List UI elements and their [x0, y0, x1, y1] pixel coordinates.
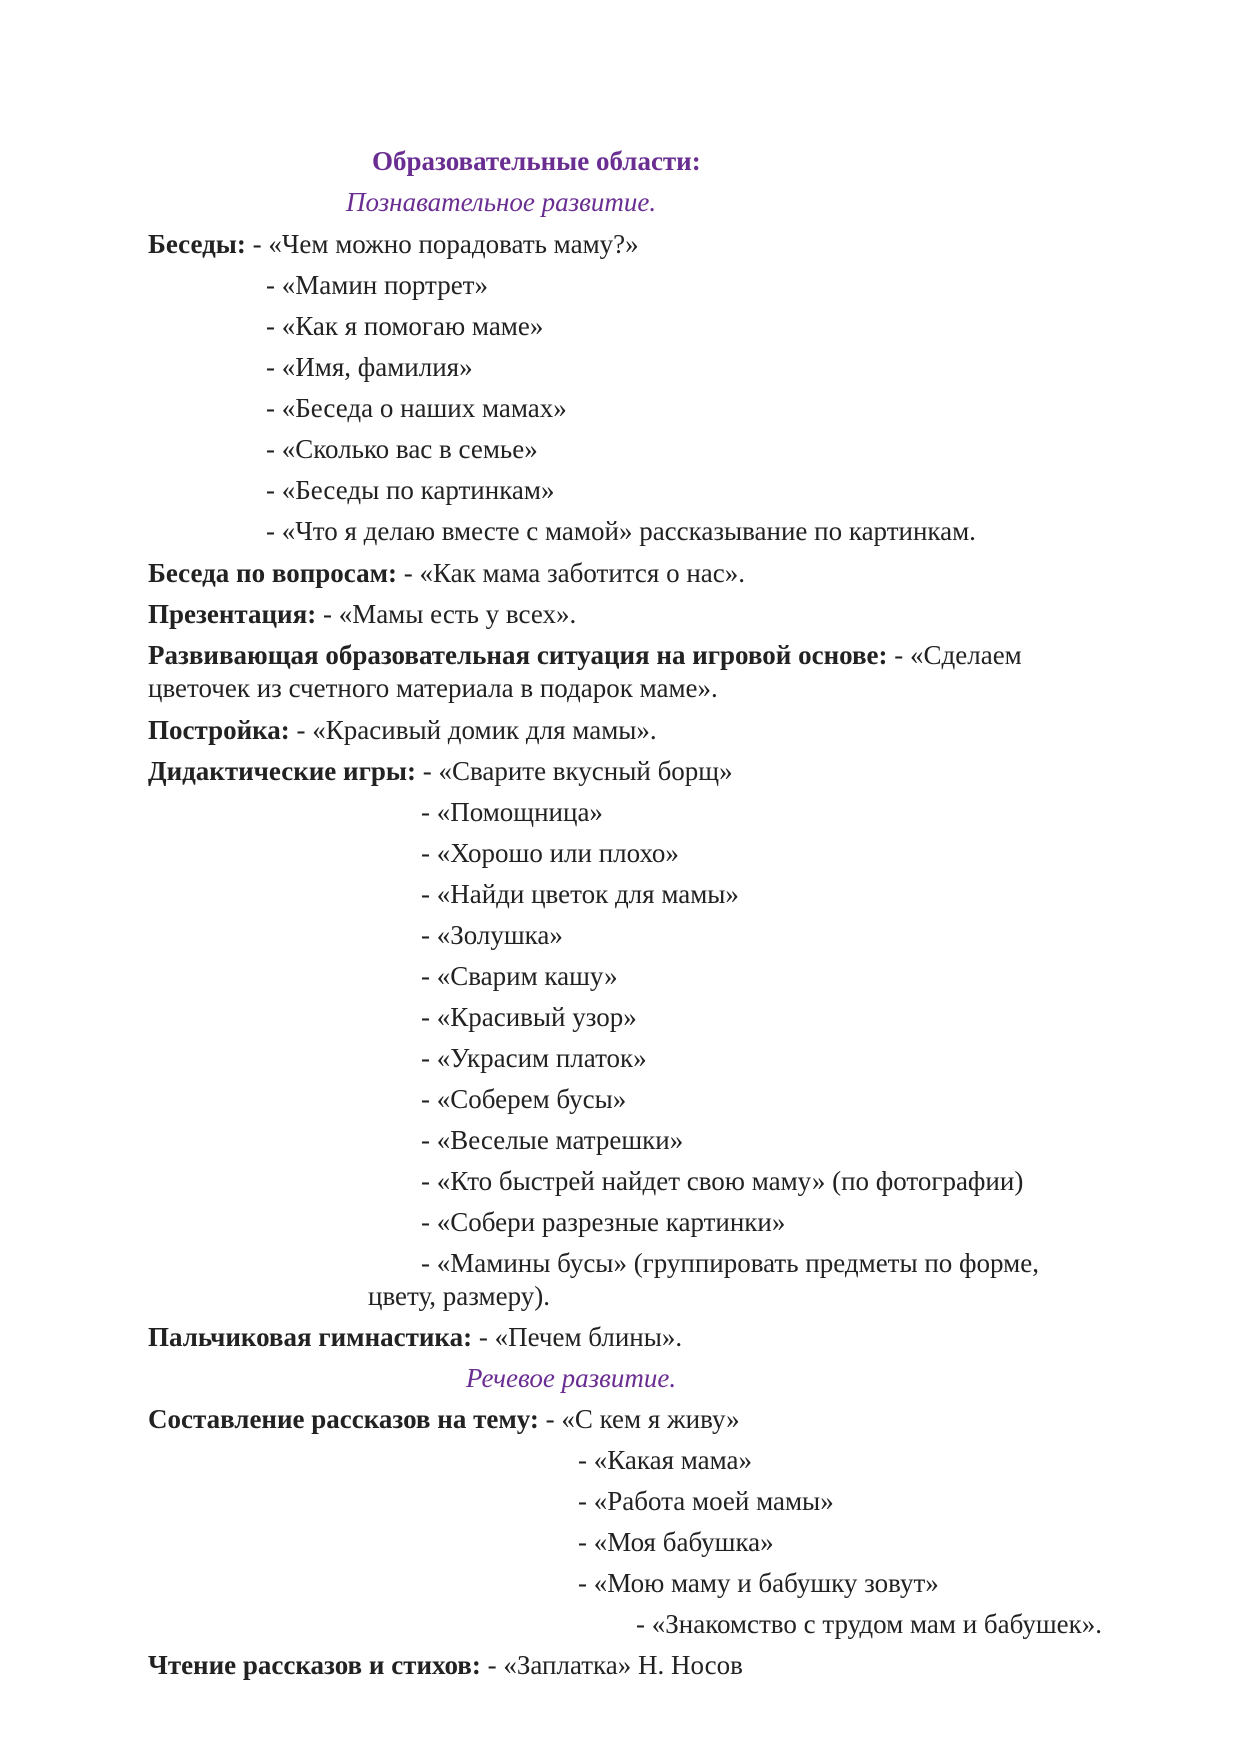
conversations-label: Беседы:: [148, 229, 246, 259]
situation-row: [148, 638, 1022, 672]
page-title: Образовательные области:: [372, 146, 701, 176]
presentation-row: [148, 597, 576, 631]
conversations-item: - «Чем можно порадовать маму?»: [252, 229, 639, 259]
presentation-label: Презентация:: [148, 599, 317, 629]
conversations-item: - «Сколько вас в семье»: [266, 434, 538, 464]
stories-row: [148, 1402, 740, 1436]
finger-gym-row: [148, 1320, 682, 1354]
finger-gym-label: Пальчиковая гимнастика:: [148, 1322, 473, 1352]
reading-text: - «Заплатка» Н. Носов: [487, 1650, 743, 1680]
conversations-item: - «Беседа о наших мамах»: [266, 393, 567, 423]
section-cognitive-title: Познавательное развитие.: [346, 187, 657, 217]
situation-label: Развивающая образовательная ситуация на игровой основе:: [148, 640, 888, 670]
question-talk-text: - «Как мама заботится о нас».: [403, 558, 745, 588]
reading-row: [148, 1648, 743, 1682]
didactic-game-item: - «Хорошо или плохо»: [421, 838, 679, 868]
conversations-item: - «Как я помогаю маме»: [266, 311, 544, 341]
didactic-games-label: Дидактические игры:: [148, 756, 416, 786]
didactic-game-item: - «Помощница»: [421, 797, 603, 827]
story-topic-item: - «Знакомство с трудом мам и бабушек».: [636, 1609, 1102, 1639]
situation-continuation: цветочек из счетного материала в подарок маме».: [148, 673, 718, 703]
didactic-game-item: - «Золушка»: [421, 920, 563, 950]
building-label: Постройка:: [148, 715, 290, 745]
didactic-game-item: - «Соберем бусы»: [421, 1084, 627, 1114]
didactic-game-item: - «Найди цветок для мамы»: [421, 879, 739, 909]
conversations-item: - «Что я делаю вместе с мамой» рассказывание по картинкам.: [266, 516, 976, 546]
situation-text: - «Сделаем: [894, 640, 1022, 670]
didactic-game-item: - «Кто быстрей найдет свою маму» (по фотографии): [421, 1166, 1024, 1196]
didactic-game-item: - «Украсим платок»: [421, 1043, 647, 1073]
didactic-game-item: - «Сварим кашу»: [421, 961, 618, 991]
reading-label: Чтение рассказов и стихов:: [148, 1650, 481, 1680]
story-topic-item: - «С кем я живу»: [545, 1404, 740, 1434]
stories-label: Составление рассказов на тему:: [148, 1404, 539, 1434]
building-row: [148, 713, 657, 747]
didactic-game-item: - «Мамины бусы» (группировать предметы по форме,: [421, 1248, 1039, 1278]
didactic-games-row: [148, 754, 733, 788]
story-topic-item: - «Моя бабушка»: [578, 1527, 774, 1557]
building-text: - «Красивый домик для мамы».: [296, 715, 657, 745]
story-topic-item: - «Какая мама»: [578, 1445, 753, 1475]
conversations-item: - «Имя, фамилия»: [266, 352, 473, 382]
finger-gym-text: - «Печем блины».: [478, 1322, 683, 1352]
conversations-item: - «Беседы по картинкам»: [266, 475, 555, 505]
question-talk-label: Беседа по вопросам:: [148, 558, 397, 588]
conversations-item: - «Мамин портрет»: [266, 270, 488, 300]
presentation-text: - «Мамы есть у всех».: [322, 599, 577, 629]
didactic-game-item: - «Сварите вкусный борщ»: [422, 756, 733, 786]
story-topic-item: - «Работа моей мамы»: [578, 1486, 834, 1516]
didactic-game-item: - «Собери разрезные картинки»: [421, 1207, 786, 1237]
didactic-game-item: - «Веселые матрешки»: [421, 1125, 684, 1155]
didactic-game-item: - «Красивый узор»: [421, 1002, 637, 1032]
section-speech-title: Речевое развитие.: [466, 1363, 677, 1393]
conversations-row: [148, 227, 639, 261]
question-talk-row: [148, 556, 745, 590]
story-topic-item: - «Мою маму и бабушку зовут»: [578, 1568, 939, 1598]
didactic-games-continuation: цвету, размеру).: [368, 1281, 550, 1311]
